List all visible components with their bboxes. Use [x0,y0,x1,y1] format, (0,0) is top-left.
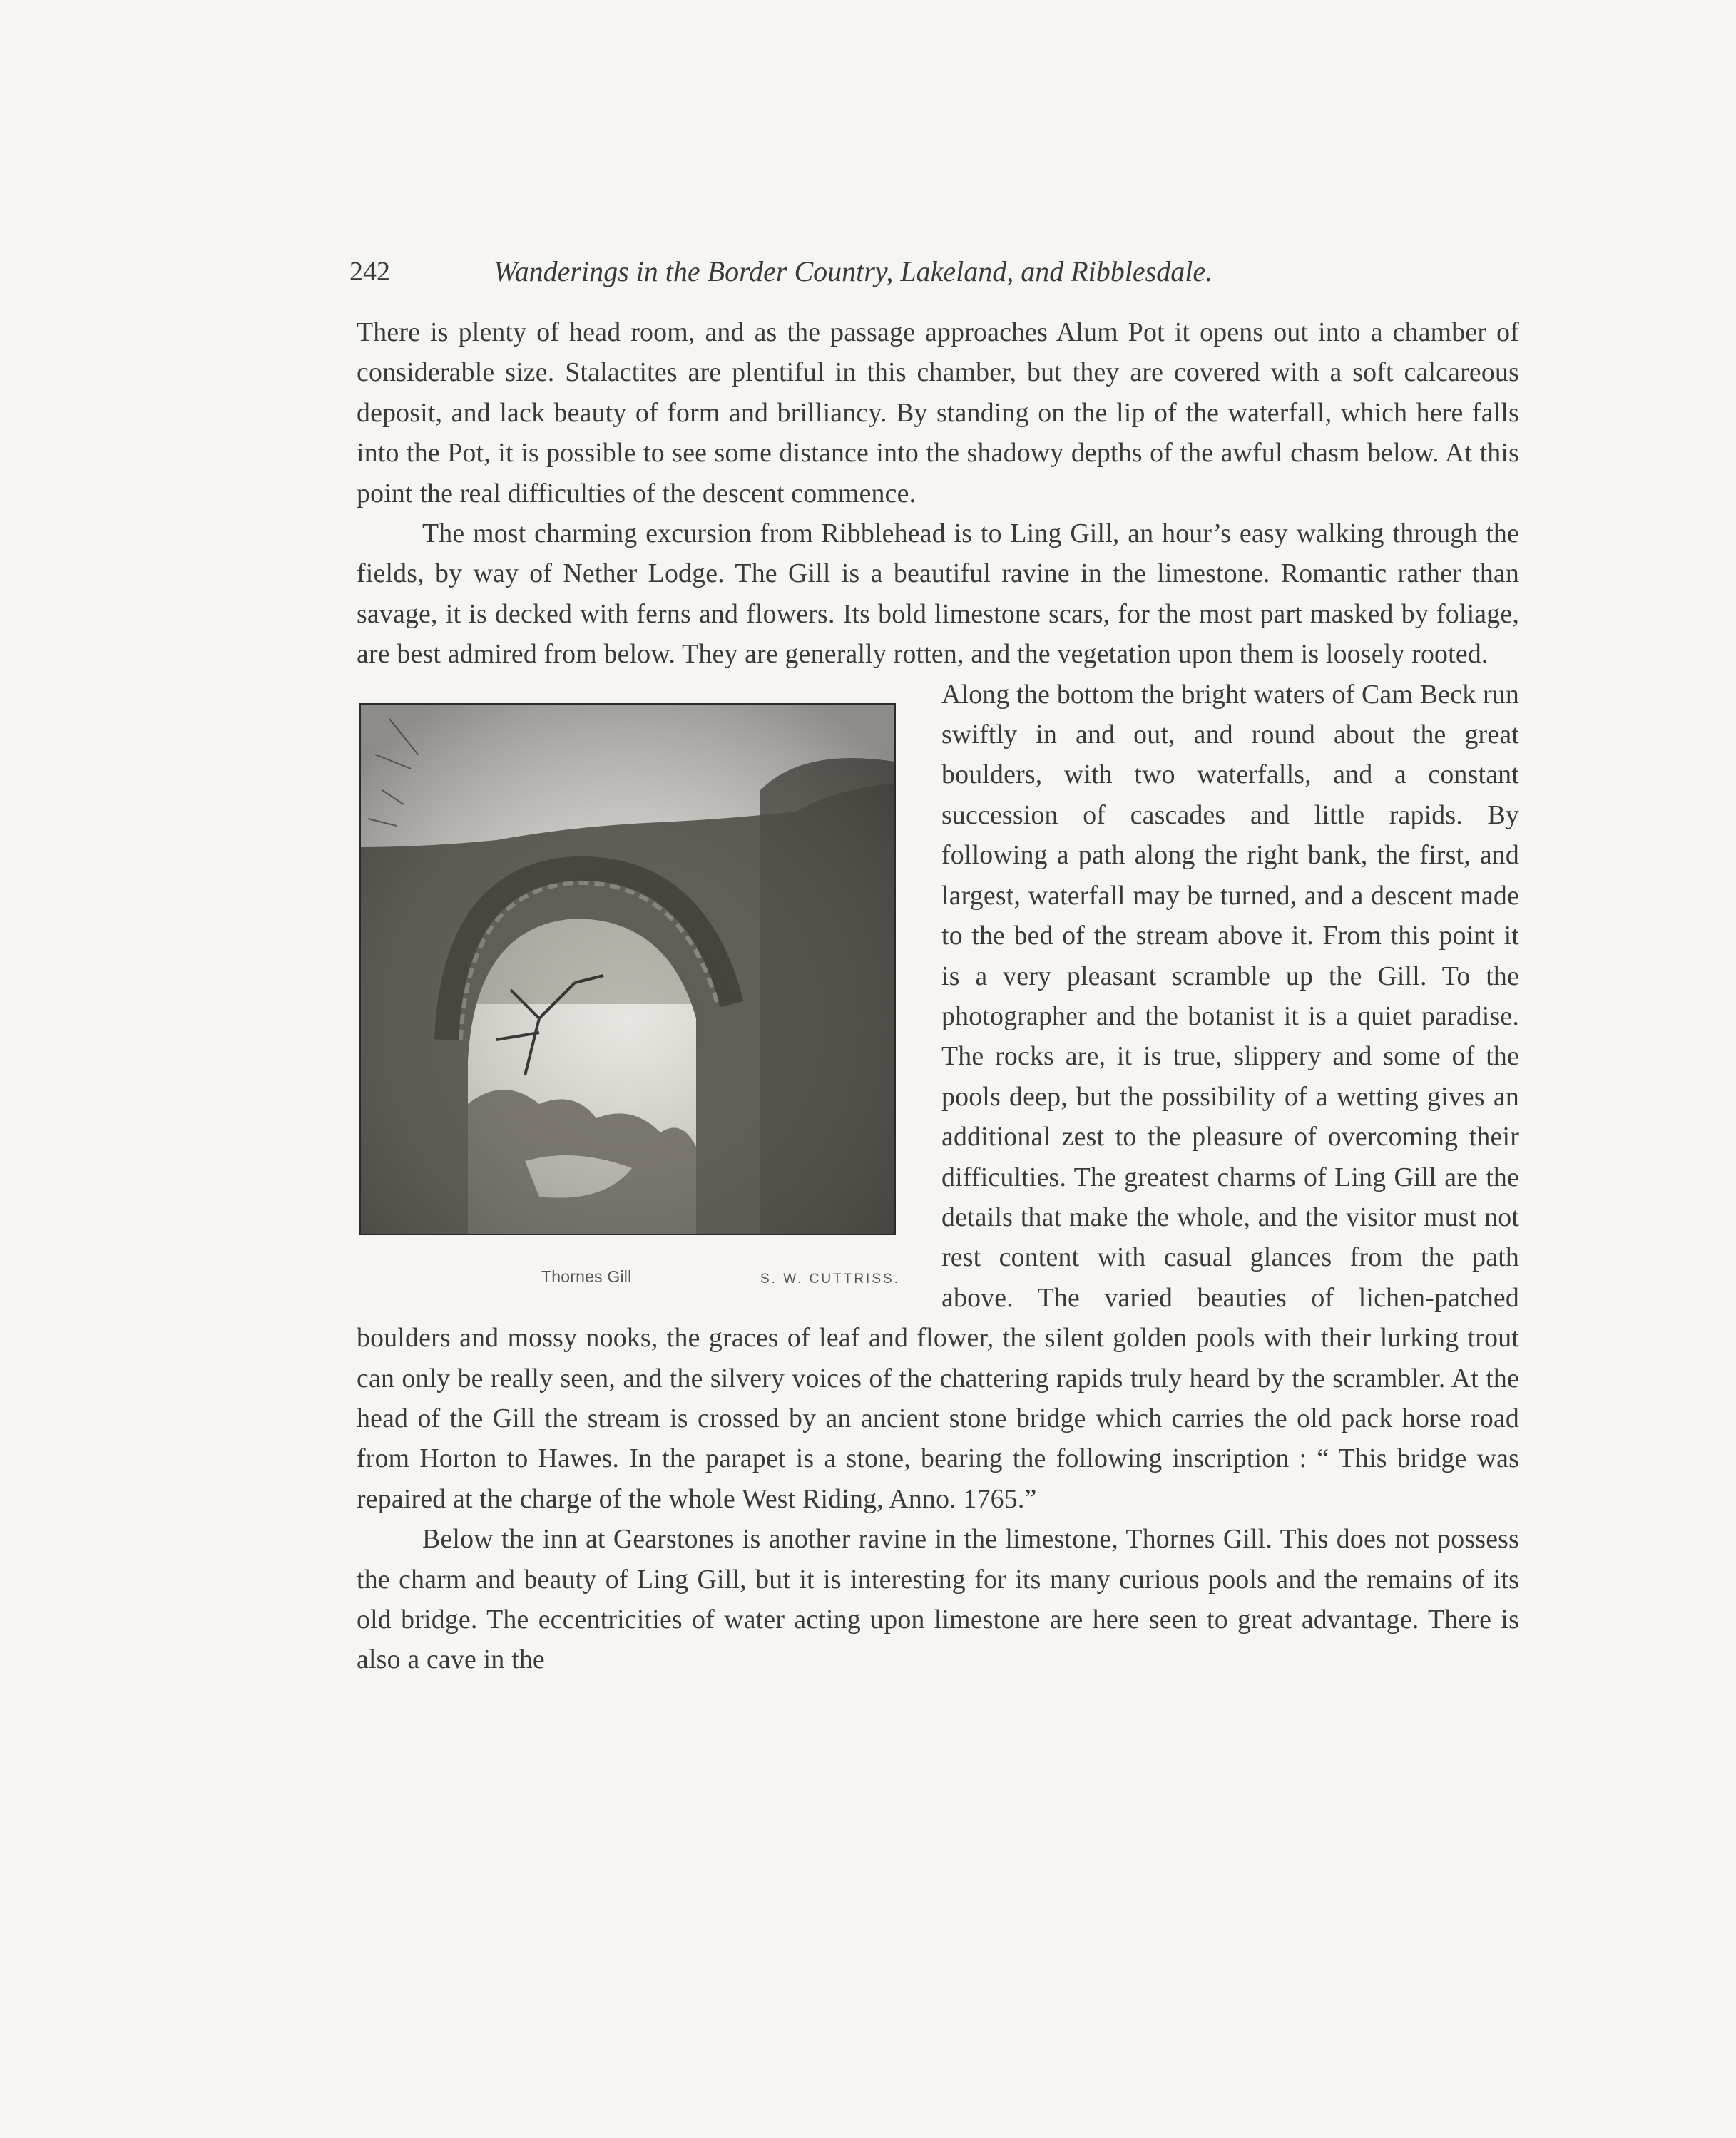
photo-vignette [361,705,894,1234]
paragraph-ling-gill-wrap: Along the bottom the bright waters of Cam Beck run swiftly in and out, and round about the great boulders, with two waterfalls, and a constant succession of cascades and little rapids. By following a path along the right bank, the first, and largest, waterfall may be turned, and a descent made to the bed of the stream above it. From this point it is a very pleasant scramble up the Gill. To the photographer and the botanist it is a quiet paradise. The rocks are, it is true, slippery and some of the pools deep, but the possibility of a wetting gives an additional zest to the pleasure of overcoming their difficulties. The greatest charms of Ling Gill are the details that make the whole, and the visitor must not rest content with casual glances from the path above. The varied beauties of lichen-patched boulders and mossy nooks, the graces of leaf and flower, the silent golden pools with their lurking trout can only be really seen, and the silvery voices of the chattering rapids truly heard by the scrambler. At the head of the Gill the stream is crossed by an ancient stone bridge which carries the old pack horse road from Horton to Hawes. In the parapet is a stone, bearing the following inscription : “ This bridge was repaired at the charge of the whole West Riding, Anno. 1765.” [357,679,1519,1514]
body-text [357,312,1519,1680]
running-title: Wanderings in the Border Country, Lakeland, and Ribblesdale. [494,255,1213,287]
page-header [349,247,1377,297]
paragraph-alum-pot: There is plenty of head room, and as the passage approaches Alum Pot it opens out into a chamber of considerable size. Stalactites are plentiful in this chamber, but they are covered with a soft calcareous deposit, and lack beauty of form and brilliancy. By standing on the lip of the waterfall, which here falls into the Pot, it is possible to see some distance into the shadowy depths of the awful chasm below. At this point the real difficulties of the descent commence. [357,317,1519,508]
paragraph-ling-gill-lead: The most charming excursion from Ribblehead is to Ling Gill, an hour’s easy walking through the fields, by way of Nether Lodge. The Gill is a beautiful ravine in the limestone. Romantic rather than savage, it is decked with ferns and flowers. Its bold limestone scars, for the most part masked by foliage, are best admired from below. They are generally rotten, and the vegetation upon them is loosely rooted. [357,518,1519,670]
figure-thornes-gill [359,675,902,1287]
paragraph-thornes-gill: Below the inn at Gearstones is another ravine in the limestone, Thornes Gill. This does not possess the charm and beauty of Ling Gill, but it is interesting for its many curious pools and the remains of its old bridge. The eccentricities of water acting upon limestone are here seen to great advantage. There is also a cave in the [357,1524,1519,1675]
photo-frame [359,703,896,1235]
page-number: 242 [349,257,390,287]
caption-title: Thornes Gill [541,1267,632,1286]
caption-credit: S. W. CUTTRISS. [760,1271,900,1287]
thornes-gill-bridge-photo [361,705,894,1234]
figure-caption [359,1257,902,1292]
